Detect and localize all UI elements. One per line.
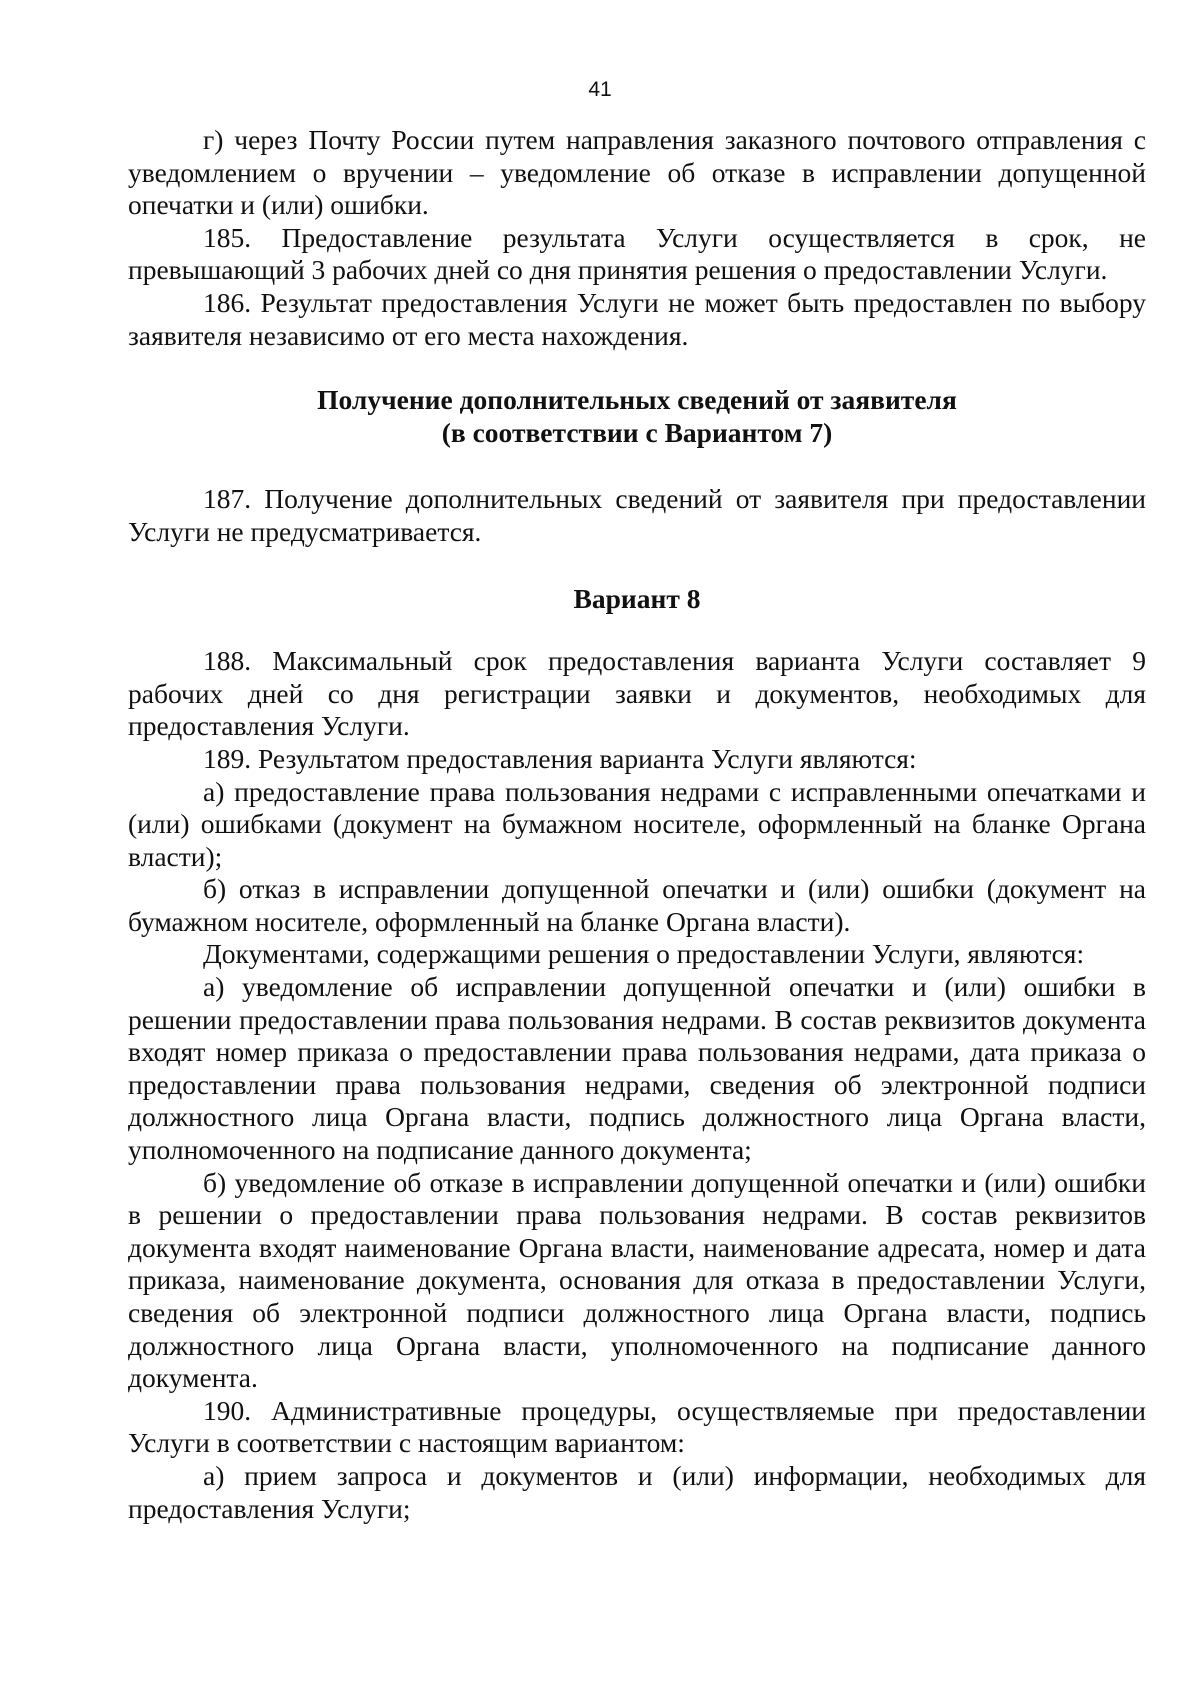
section-heading [128, 384, 1146, 449]
paragraph-documents-intro: Документами, содержащими решения о предоставлении Услуги, являются: [203, 938, 1085, 970]
spacer [128, 615, 1146, 645]
paragraph-184-g: г) через Почту России путем направления заказного почтового отправления с уведомлением о вручении – уведомление об отказе в исправлении допущенной опечатки и (или) ошибки. [128, 124, 1146, 221]
spacer [128, 352, 1146, 384]
paragraph-documents-a: а) уведомление об исправлении допущенной опечатки и (или) ошибки в решении предоставлении права пользования недрами. В состав реквизитов документа входят номер приказа о предоставлении права пользования недрами, дата приказа о предоставлении права пользования недрами, сведения об электронной подписи должностного лица Органа власти, подпись должностного лица Органа власти, уполномоченного на подписание данного документа; [128, 971, 1146, 1166]
paragraph-189-b: б) отказ в исправлении допущенной опечатки и (или) ошибки (документ на бумажном носителе, оформленный на бланке Органа власти). [128, 873, 1146, 937]
paragraph-documents-b: б) уведомление об отказе в исправлении допущенной опечатки и (или) ошибки в решении о предоставлении права пользования недрами. В состав реквизитов документа входят наименование Органа власти, наименование адресата, номер и дата приказа, наименование документа, основания для отказа в предоставлении Услуги, сведения об электронной подписи должностного лица Органа власти, подпись должностного лица Органа власти, уполномоченного на подписание данного документа. [128, 1166, 1146, 1394]
page-number: 41 [588, 78, 612, 101]
spacer [128, 449, 1146, 483]
paragraph-185: 185. Предоставление результата Услуги осуществляется в срок, не превышающий 3 рабочих дней со дня принятия решения о предоставлении Услуги. [128, 221, 1146, 286]
paragraph-188: 188. Максимальный срок предоставления варианта Услуги составляет 9 рабочих дней со дня регистрации заявки и документов, необходимых для предоставления Услуги. [128, 645, 1146, 742]
paragraph-190-a: а) прием запроса и документов и (или) информации, необходимых для предоставления Услуги; [128, 1459, 1146, 1524]
section-heading-line-1: Получение дополнительных сведений от заявителя [317, 384, 957, 416]
paragraph-187: 187. Получение дополнительных сведений от заявителя при предоставлении Услуги не предусматривается. [128, 483, 1146, 547]
paragraph-189: 189. Результатом предоставления варианта Услуги являются: [203, 742, 917, 774]
document-body [128, 124, 1146, 1525]
section-heading-line-2: (в соответствии с Вариантом 7) [441, 416, 833, 448]
variant-heading: Вариант 8 [573, 582, 701, 614]
paragraph-186: 186. Результат предоставления Услуги не может быть предоставлен по выбору заявителя независимо от его места нахождения. [128, 286, 1146, 351]
paragraph-190: 190. Административные процедуры, осуществляемые при предоставлении Услуги в соответствии с настоящим вариантом: [128, 1394, 1146, 1459]
spacer [128, 549, 1146, 583]
paragraph-189-a: а) предоставление права пользования недрами с исправленными опечатками и (или) ошибками (документ на бумажном носителе, оформленный на бланке Органа власти); [128, 775, 1146, 872]
